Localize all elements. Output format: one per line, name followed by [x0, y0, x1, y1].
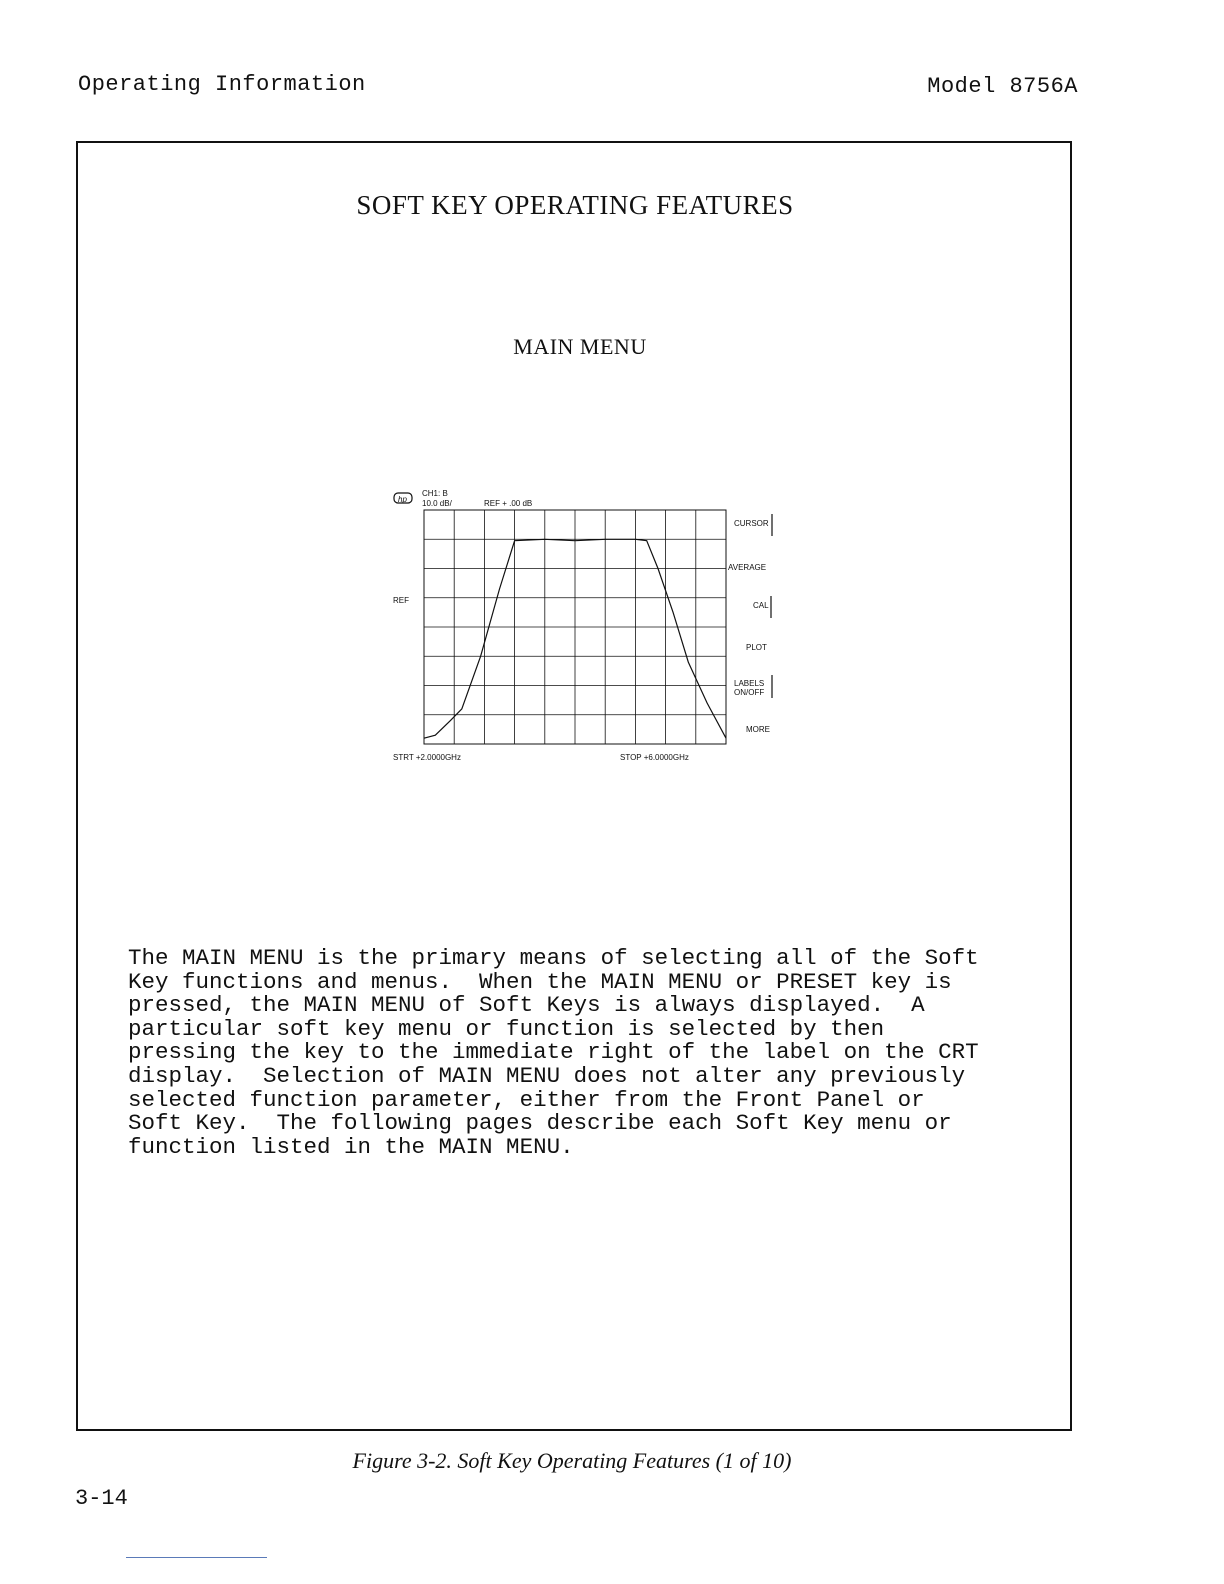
running-header-model: Model 8756A — [927, 74, 1078, 99]
softkey-cursor[interactable]: CURSOR — [734, 519, 769, 528]
softkey-more[interactable]: MORE — [746, 725, 770, 734]
hp-logo-icon — [394, 493, 412, 504]
crt-ref-marker: REF — [393, 596, 409, 605]
crt-ref-level: REF + .00 dB — [484, 499, 533, 508]
bottom-rule — [126, 1557, 267, 1558]
softkey-plot[interactable]: PLOT — [746, 643, 767, 652]
page-number: 3-14 — [75, 1486, 128, 1511]
crt-scale: 10.0 dB/ — [422, 499, 452, 508]
softkey-on-off[interactable]: ON/OFF — [734, 688, 765, 697]
figure-caption: Figure 3-2. Soft Key Operating Features (1 of 10) — [352, 1448, 792, 1473]
hp-logo-text: hp — [398, 495, 407, 504]
running-header-section: Operating Information — [78, 72, 366, 97]
body-paragraph: The MAIN MENU is the primary means of selecting all of the Soft Key functions and menus. When the MAIN MENU or PRESET key is pressed, the MAIN MENU of Soft Keys is always displayed. A particular soft key menu or function is selected by then pressing the key to the immediate right of the label on the CRT display. Selection of MAIN MENU does not alter any previously selected function parameter, either from the Front Panel or Soft Key. The following pages describe each Soft Key menu or function listed in the MAIN MENU. — [128, 945, 979, 1160]
crt-graticule — [424, 510, 726, 744]
figure-title: SOFT KEY OPERATING FEATURES — [356, 190, 794, 220]
crt-stop-freq: STOP +6.0000GHz — [620, 753, 689, 762]
crt-display — [390, 484, 790, 774]
crt-channel: CH1: B — [422, 489, 448, 498]
softkey-labels[interactable]: LABELS — [734, 679, 765, 688]
softkey-average[interactable]: AVERAGE — [728, 563, 767, 572]
softkey-cal[interactable]: CAL — [753, 601, 769, 610]
menu-title: MAIN MENU — [513, 334, 647, 359]
crt-start-freq: STRT +2.0000GHz — [393, 753, 461, 762]
